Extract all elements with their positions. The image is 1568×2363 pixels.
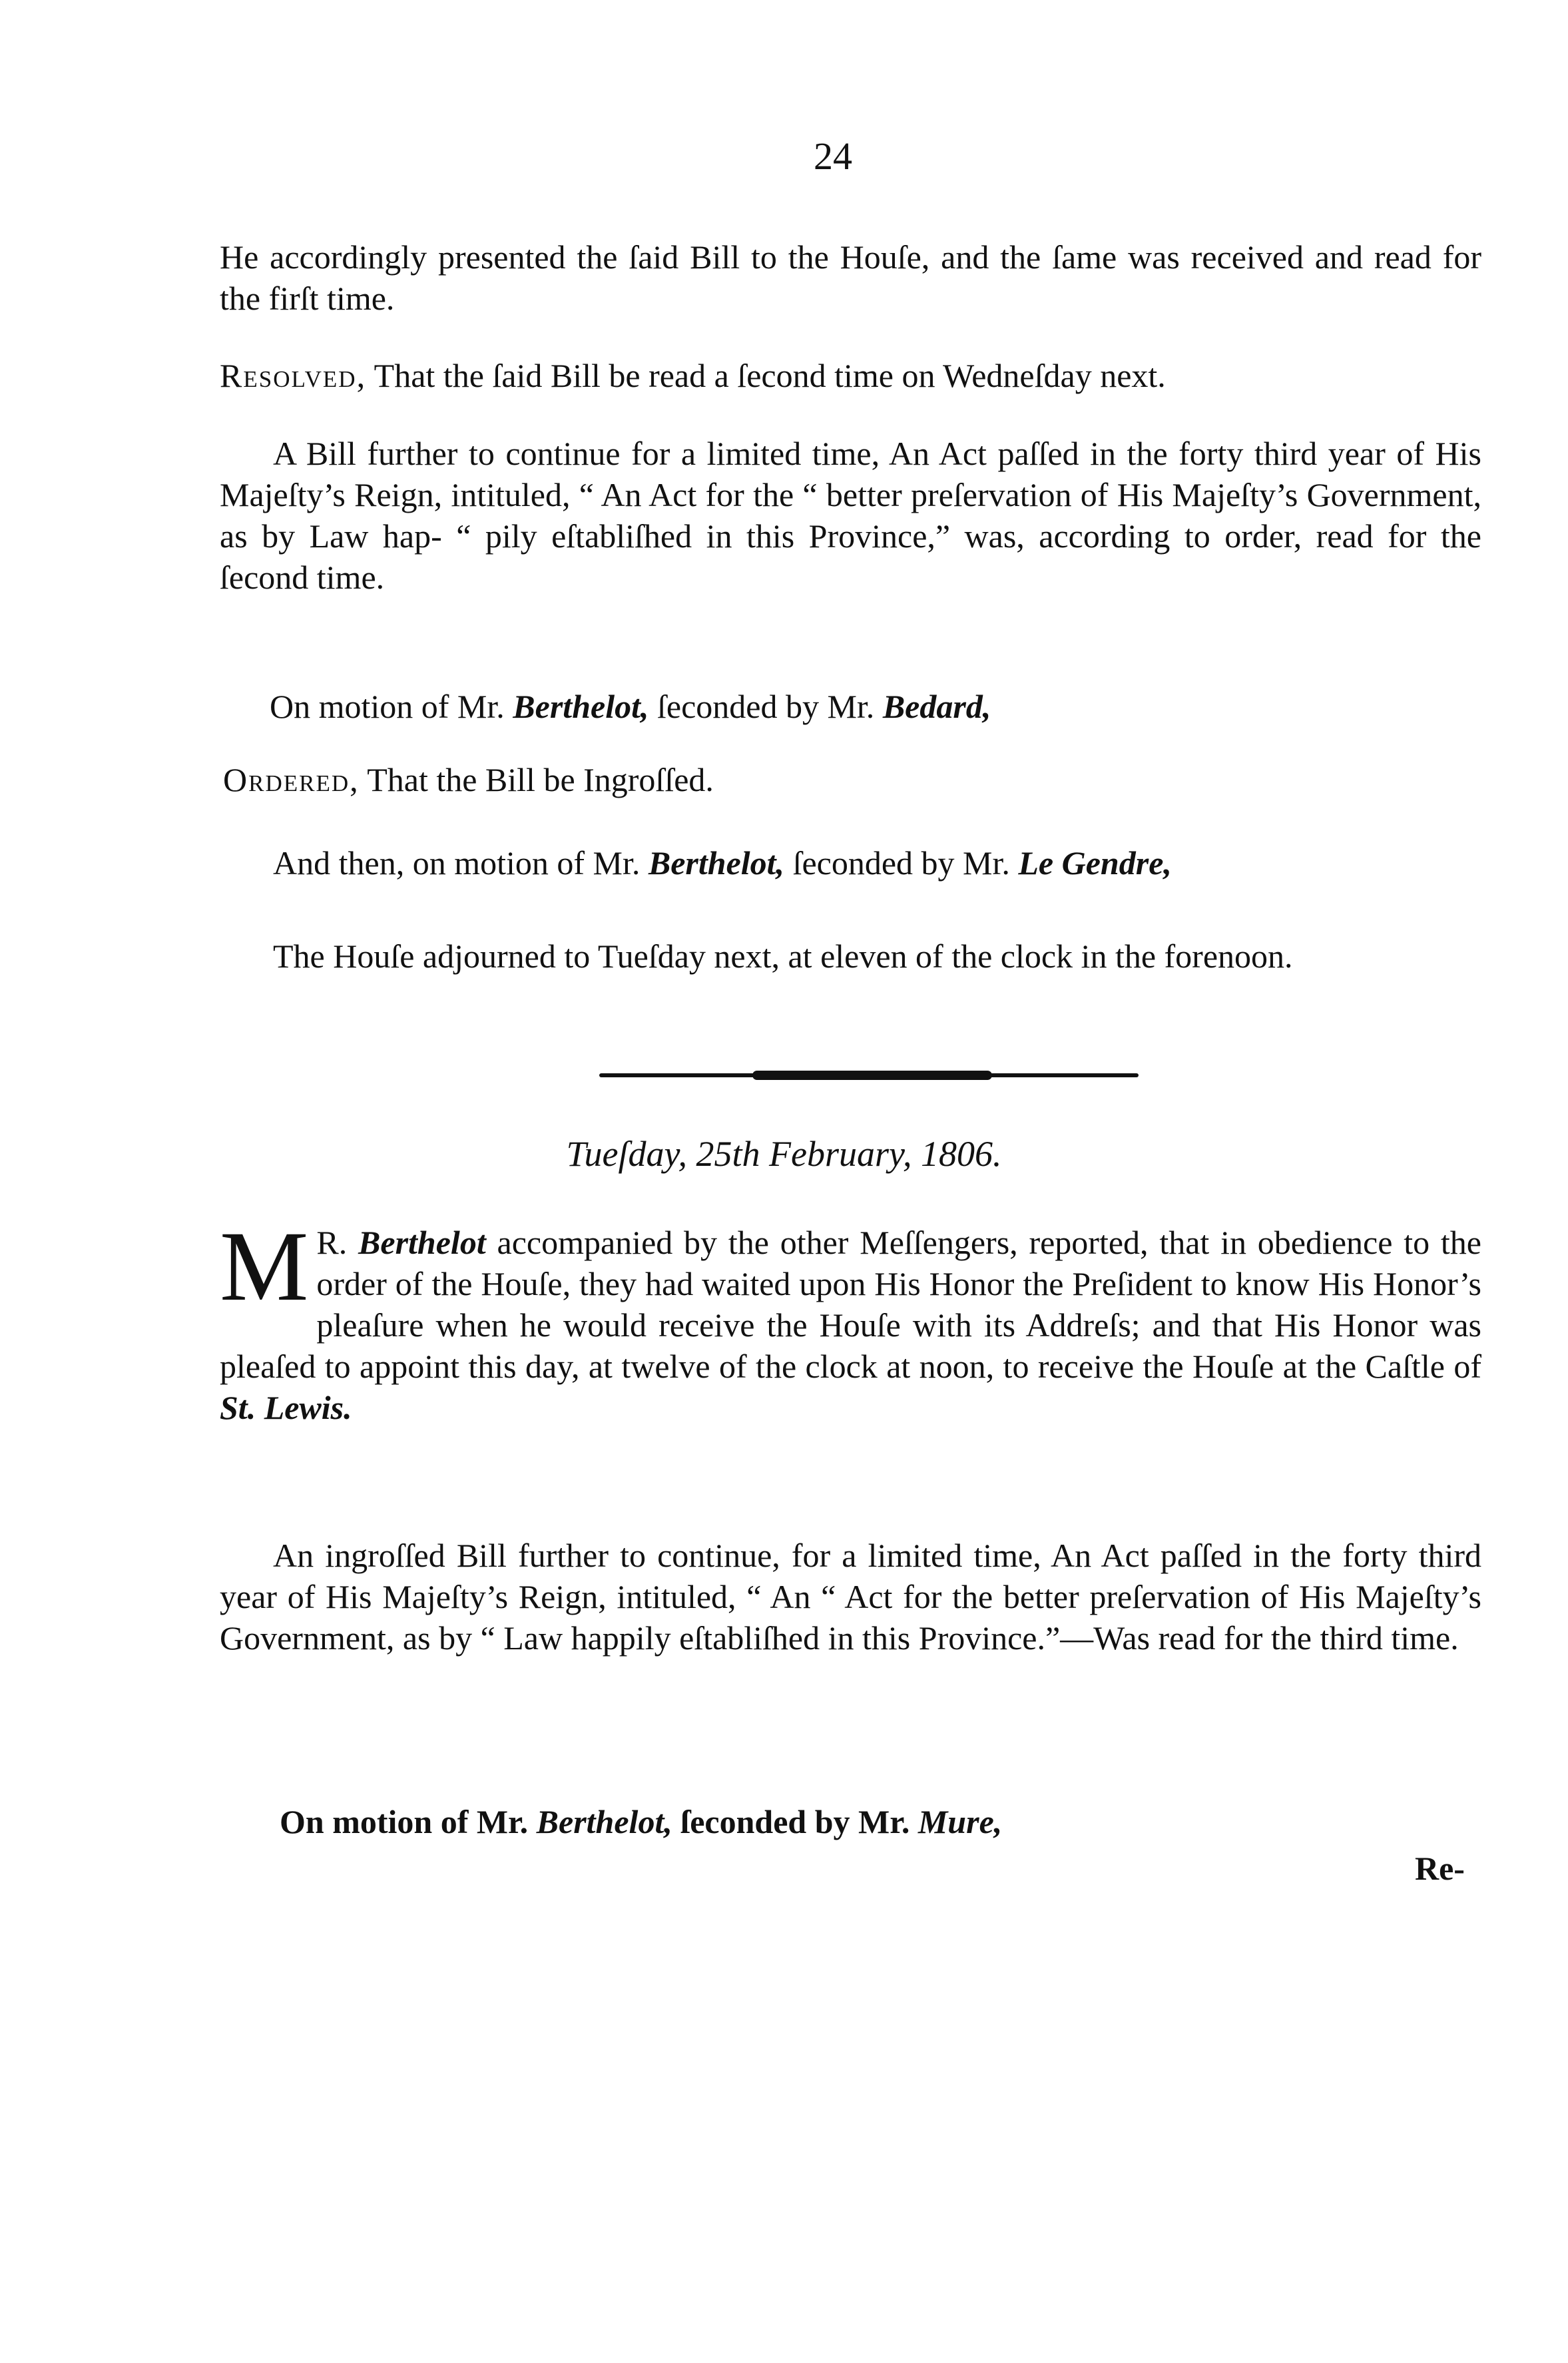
member-name-berthelot: Berthelot, <box>648 844 785 882</box>
motion-third-pre: On motion of Mr. <box>280 1803 537 1840</box>
paragraph-adjournment: The Houſe adjourned to Tueſday next, at eleven of the clock in the forenoon. <box>273 937 1293 975</box>
order <box>223 759 714 800</box>
member-name-berthelot: Berthelot <box>358 1224 486 1261</box>
motion-third-mid: ſeconded by Mr. <box>672 1803 918 1840</box>
member-name-mure: Mure, <box>917 1803 1003 1840</box>
motion-second <box>273 842 1172 884</box>
motion-second-mid: ſeconded by Mr. <box>784 844 1019 882</box>
motion-third <box>280 1801 1002 1842</box>
member-name-le-gendre: Le Gendre, <box>1018 844 1172 882</box>
drop-cap: M <box>220 1211 309 1322</box>
member-name-bedard: Bedard, <box>882 688 991 725</box>
member-name-berthelot: Berthelot, <box>536 1803 672 1840</box>
resolution <box>220 355 1166 396</box>
motion-second-pre: And then, on motion of Mr. <box>273 844 649 882</box>
motion-first <box>270 686 991 727</box>
motion-first-mid: ſeconded by Mr. <box>649 688 883 725</box>
motion-first-pre: On motion of Mr. <box>270 688 513 725</box>
ordered-heading: Ordered, <box>223 761 360 798</box>
catchword: Re- <box>1415 1850 1465 1887</box>
paragraph-third-reading: An ingroſſed Bill further to continue, for a limited time, An Act paſſed in the forty third year of His Majeſty’s Reign, intituled, “ An “ Act for the better preſervation of His Majeſty’s Government, as by “ Law happily eſtabliſhed in this Province.”—Was read for the third time. <box>220 1537 1481 1657</box>
member-name-berthelot: Berthelot, <box>513 688 649 725</box>
place-name-st-lewis: St. Lewis. <box>220 1389 352 1426</box>
session-dateline: Tueſday, 25th February, 1806. <box>566 1134 1002 1174</box>
ordered-text: That the Bill be Ingroſſed. <box>359 761 714 798</box>
resolved-text: That the ſaid Bill be read a ſecond time on Wedneſday next. <box>366 357 1166 394</box>
resolved-heading: Resolved, <box>220 357 367 394</box>
report-r: R. <box>316 1224 359 1261</box>
paragraph-bill-presented: He accordingly presented the ſaid Bill to the Houſe, and the ſame was received and read for the firſt time. <box>220 238 1481 317</box>
section-divider-thick <box>752 1071 992 1080</box>
paragraph-messengers-report <box>220 1211 1481 1428</box>
paragraph-second-reading: A Bill further to continue for a limited time, An Act paſſed in the forty third year of His Majeſty’s Reign, intituled, “ An Act for the “ better preſervation of His Majeſty’s Government, as by Law hap- “ pily eſtabliſhed in this Province,” was, according to order, read for the ſecond time. <box>220 435 1481 596</box>
report-text: accompanied by the other Meſſengers, reported, that in obedience to the order of the Houſe, they had waited upon His Honor the Preſident to know His Honor’s pleaſure when he would receive the Houſe with its Addreſs; and that His Honor was pleaſed to appoint this day, at twelve of the clock at noon, to receive the Houſe at the Caſtle of <box>220 1224 1481 1385</box>
page-number: 24 <box>814 134 852 178</box>
